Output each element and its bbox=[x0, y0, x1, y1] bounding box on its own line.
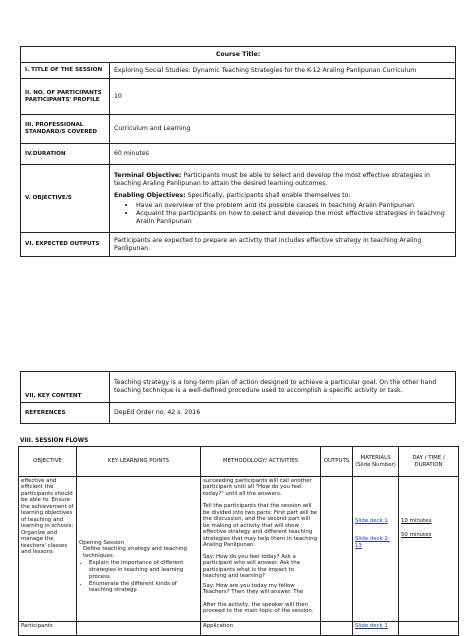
header-materials: MATERIALS (Slide Number) bbox=[353, 447, 399, 477]
outputs-cell bbox=[321, 477, 353, 622]
duration-value: 60 minutes bbox=[110, 144, 456, 165]
objective-cell: effective and efficient the participants should be able to: Ensure the achievement of learning objectives of teaching and learning in schools: Organize and manage the teachers' classes and lessons bbox=[19, 477, 77, 622]
methodology-cell: succeeding participants will call another participant until all "How do you feel today?" until all the answers. Tell the participants that the session will be divided into two parts: First part will be the discussion, and the second part will be making of activity that will show effective strategy and different teaching strategies that may help them in teaching Araling Panlipunan. Say: How do you feel today? Ask a participant who will answer. Ask the participants what is the impact to teaching and learning? Say: How are you today my fellow Teachers? Then they will answer. The After the activity, the speaker will then proceed to the main topic of the session. bbox=[201, 477, 321, 622]
outputs-label: VI. EXPECTED OUTPUTS bbox=[21, 233, 110, 257]
title-label: I. TITLE OF THE SESSION bbox=[21, 63, 110, 79]
material-link[interactable]: Slide deck 2-13 bbox=[355, 536, 390, 549]
objective-cell: Participants bbox=[19, 622, 77, 636]
list-item: • Acquaint the participants on how to select and develop the most effective strategies in teaching Aralin Panlipunan bbox=[136, 209, 451, 225]
standards-value: Curriculum and Learning bbox=[110, 115, 456, 144]
references-label: REFERENCES bbox=[21, 403, 110, 424]
references-value: DepEd Order no. 42 s. 2016 bbox=[110, 403, 456, 424]
duration-value: 10 minutes bbox=[401, 518, 432, 524]
header-duration: DAY / TIME / DURATION bbox=[399, 447, 459, 477]
list-item: • Enumerate the different kinds of teaching strategy. bbox=[89, 581, 198, 595]
duration-label: IV.DURATION bbox=[21, 144, 110, 165]
participants-label: II. NO. OF PARTICIPANTS PARTICIPANTS' PROFILE bbox=[21, 79, 110, 115]
course-title: Course Title: bbox=[21, 47, 456, 63]
session-info-table bbox=[20, 46, 456, 257]
header-methodology: METHODOLOGY/ ACTIVITIES bbox=[201, 447, 321, 477]
session-flows-title: VIII. SESSION FLOWS bbox=[20, 438, 89, 444]
duration-cell bbox=[399, 477, 459, 622]
header-key-learning: KEY LEARNING POINTS bbox=[77, 447, 201, 477]
key-content-label: VII. KEY CONTENT bbox=[21, 372, 110, 403]
key-learning-cell: Opening Session Define teaching strategy and teaching techniques. • Explain the importance of different strategies in teaching and learning process. • Enumerate the different kinds of teaching strategy. bbox=[77, 477, 201, 622]
enabling-list bbox=[114, 201, 451, 225]
materials-cell bbox=[353, 477, 399, 622]
enabling-objective: Enabling Objectives: Specifically, participants shall enable themselves to: bbox=[114, 192, 351, 200]
objectives-label: V. OBJECTIVE/S bbox=[21, 165, 110, 233]
key-content-table bbox=[20, 371, 456, 424]
standards-label: III. PROFESSIONAL STANDARD/S COVERED bbox=[21, 115, 110, 144]
material-link[interactable]: Slide deck 1 bbox=[355, 518, 388, 524]
title-value: Exploring Social Studies: Dynamic Teaching Strategies for the K-12 Araling Panlipunan Curriculum bbox=[110, 63, 456, 79]
key-content-value: Teaching strategy is a long-term plan of action designed to achieve a particular goal. On the other hand teaching technique is a well-defined procedure used to accomplish a specific activity or task. bbox=[110, 372, 456, 403]
session-flows-table bbox=[18, 446, 459, 636]
material-link[interactable]: Slide deck 1 bbox=[353, 622, 399, 636]
duration-value: 50 minutes bbox=[401, 532, 432, 539]
terminal-objective: Terminal Objective: Participants must be able to select and develop the most effective strategies in teaching Araling Panlipunan to attain the desired learning outcomes. bbox=[114, 171, 430, 187]
list-item: • Have an overview of the problem and its possible causes in teaching Aralin Panlipunan bbox=[136, 201, 451, 209]
list-item: • Explain the importance of different strategies in teaching and learning process. bbox=[89, 560, 198, 580]
header-objective: OBJECTIVE bbox=[19, 447, 77, 477]
outputs-value: Participants are expected to prepare an activtty that includes effective strategy in teaching Araling Panlipunan. bbox=[110, 233, 456, 257]
participants-value: 10 bbox=[110, 79, 456, 115]
objectives-cell bbox=[110, 165, 456, 233]
header-outputs: OUTPUTS bbox=[321, 447, 353, 477]
methodology-cell: Application bbox=[201, 622, 321, 636]
